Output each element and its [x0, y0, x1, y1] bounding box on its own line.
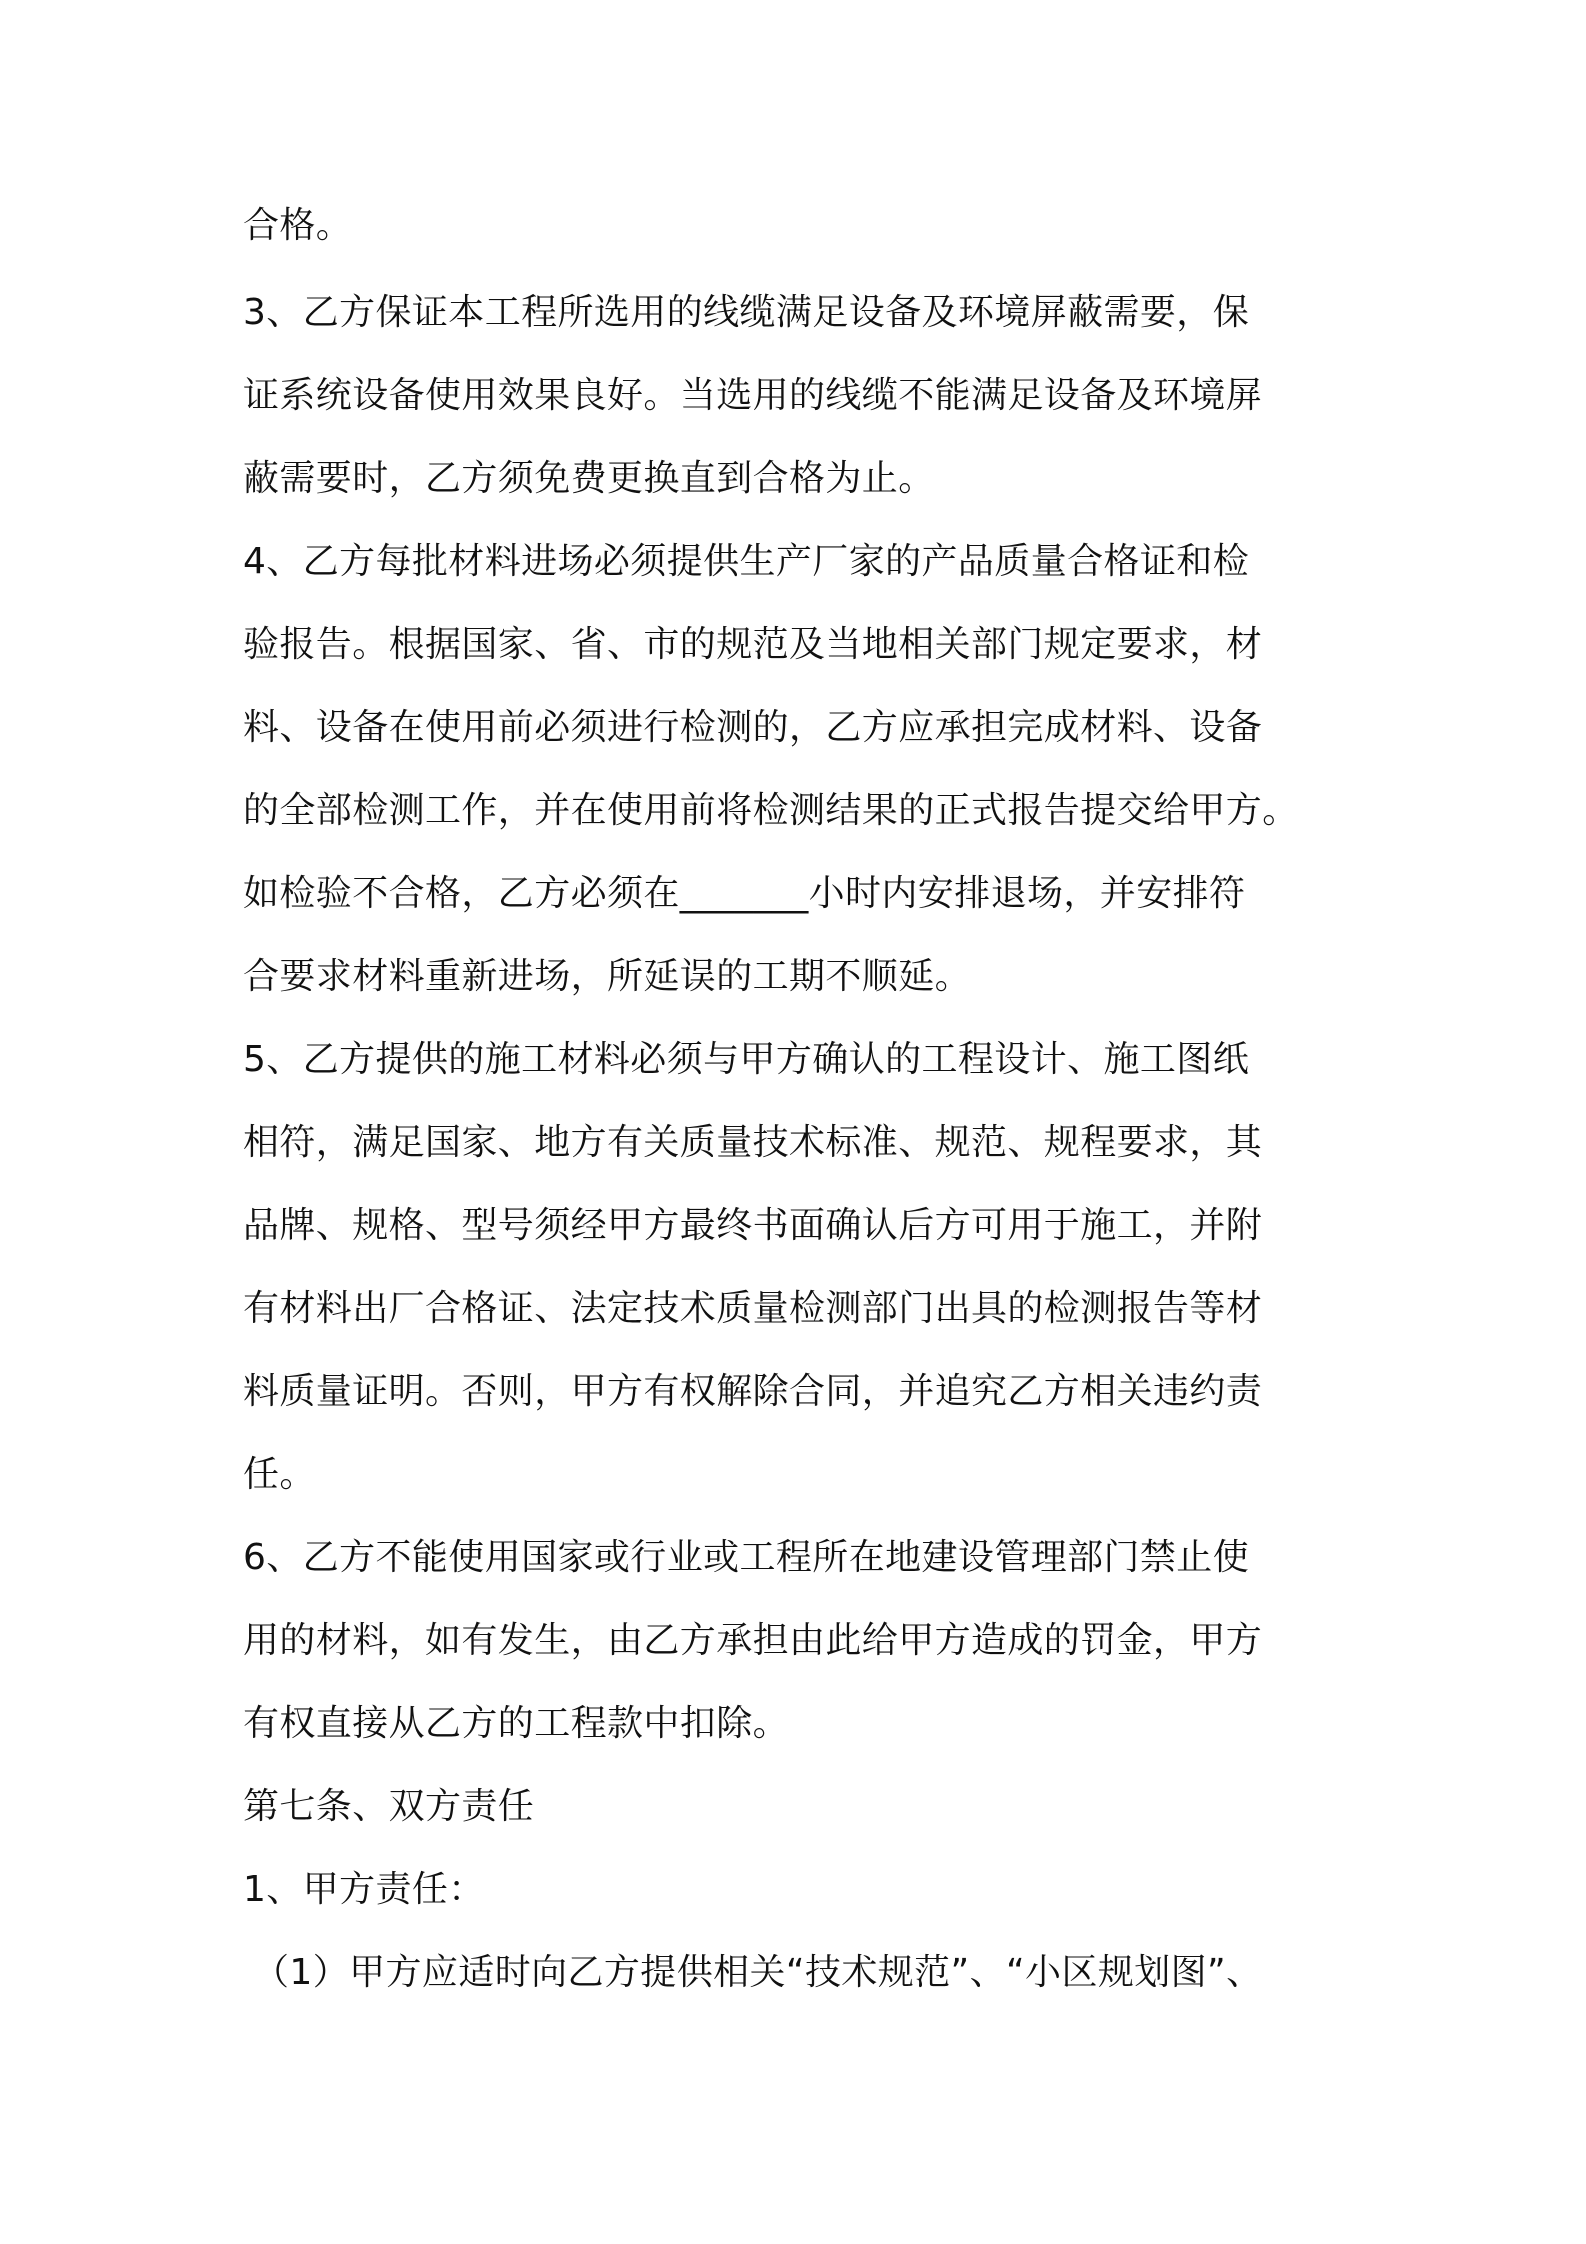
section-heading: 第七条、双方责任	[243, 1786, 535, 1827]
text-line-14: 有材料出厂合格证、法定技术质量检测部门出具的检测报告等材	[243, 1288, 1263, 1329]
text-line-12: 相符，满足国家、地方有关质量技术标准、规范、规程要求，其	[243, 1122, 1263, 1163]
text-line-7: 料、设备在使用前必须进行检测的，乙方应承担完成材料、设备	[243, 707, 1263, 748]
text-line-3: 证系统设备使用效果良好。当选用的线缆不能满足设备及环境屏	[243, 375, 1263, 416]
text-line-6: 验报告。根据国家、省、市的规范及当地相关部门规定要求，材	[243, 624, 1263, 665]
text-line-16: 任。	[243, 1454, 316, 1495]
text-line-5: 4、乙方每批材料进场必须提供生产厂家的产品质量合格证和检	[243, 541, 1250, 582]
text-line-10: 合要求材料重新进场，所延误的工期不顺延。	[243, 956, 972, 997]
text-line-1: 合格。	[243, 205, 353, 246]
text-line-2: 3、乙方保证本工程所选用的线缆满足设备及环境屏蔽需要，保	[243, 292, 1250, 333]
text-line-22: （1）甲方应适时向乙方提供相关“技术规范”、“小区规划图”、	[253, 1952, 1263, 1993]
text-line-19: 有权直接从乙方的工程款中扣除。	[243, 1703, 790, 1744]
text-line-8: 的全部检测工作，并在使用前将检测结果的正式报告提交给甲方。	[243, 790, 1299, 831]
text-line-4: 蔽需要时，乙方须免费更换直到合格为止。	[243, 458, 935, 499]
text-line-18: 用的材料，如有发生，由乙方承担由此给甲方造成的罚金，甲方	[243, 1620, 1263, 1661]
text-line-11: 5、乙方提供的施工材料必须与甲方确认的工程设计、施工图纸	[243, 1039, 1250, 1080]
text-line-15: 料质量证明。否则，甲方有权解除合同，并追究乙方相关违约责	[243, 1371, 1263, 1412]
text-line-13: 品牌、规格、型号须经甲方最终书面确认后方可用于施工，并附	[243, 1205, 1263, 1246]
text-line-9: 如检验不合格，乙方必须在_______小时内安排退场，并安排符	[243, 873, 1246, 914]
subsection-heading: 1、甲方责任：	[243, 1869, 485, 1910]
text-line-17: 6、乙方不能使用国家或行业或工程所在地建设管理部门禁止使	[243, 1537, 1250, 1578]
